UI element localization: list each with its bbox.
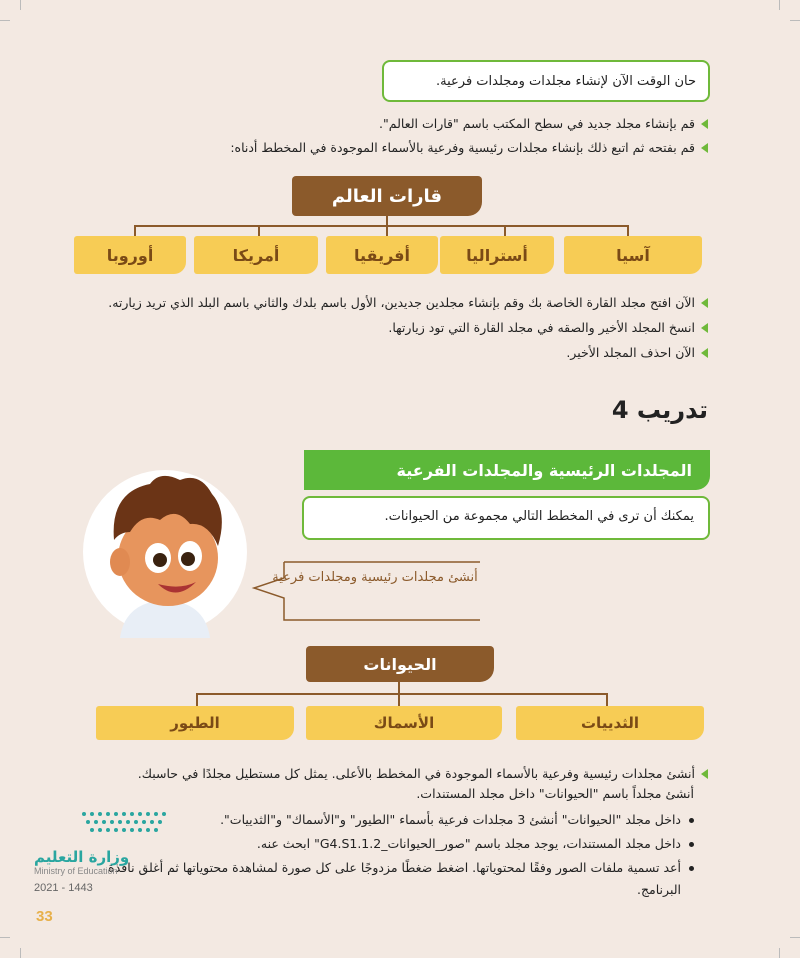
ministry-logo (34, 810, 174, 894)
instruction-item: داخل مجلد "الحيوانات" أنشئ 3 مجلدات فرعية بأسماء "الطيور" و"الأسماك" و"الثدييات". (220, 812, 694, 827)
connector-line (398, 693, 400, 707)
ministry-name-en: Ministry of Education (34, 866, 118, 876)
instruction-item: داخل مجلد المستندات، يوجد مجلد باسم "صور_الحيوانات_G4.S1.1.2" ابحث عنه. (257, 836, 694, 851)
bullet-triangle-icon (701, 348, 708, 358)
edition-year: 2021 - 1443 (34, 882, 93, 894)
diagram-root-animals: الحيوانات (306, 646, 494, 682)
connector-line (196, 693, 608, 695)
left-pupil (153, 553, 167, 567)
bullet-triangle-icon (701, 298, 708, 308)
instruction-bullet: أنشئ مجلدات رئيسية وفرعية بالأسماء الموجودة في المخطط بالأعلى. يمثل كل مستطيل مجلدًا في حاسبك. (138, 766, 708, 781)
intro-bullet: قم بفتحه ثم اتبع ذلك بإنشاء مجلدات رئيسية وفرعية بالأسماء الموجودة في المخطط أدناه: (230, 140, 708, 155)
crop-mark (0, 937, 10, 938)
bullet-triangle-icon (701, 769, 708, 779)
bullet-dot-icon (689, 866, 694, 871)
instruction-continuation: البرنامج. (637, 882, 681, 897)
leaf-birds: الطيور (96, 706, 294, 740)
boy-character-illustration (80, 462, 250, 638)
leaf-america: أمريكا (194, 236, 318, 274)
ministry-dots-logo-icon (34, 810, 174, 840)
speech-bubble-text: أنشئ مجلدات رئيسية ومجلدات فرعية (272, 570, 478, 585)
crop-mark (0, 20, 10, 21)
leaf-mammals: الثدييات (516, 706, 704, 740)
leaf-australia: أستراليا (440, 236, 554, 274)
right-pupil (181, 552, 195, 566)
bullet-triangle-icon (701, 143, 708, 153)
crop-mark (779, 948, 780, 958)
connector-line (196, 693, 198, 707)
crop-mark (779, 0, 780, 10)
instruction-line: أنشئ مجلداً باسم "الحيوانات" داخل مجلد المستندات. (416, 786, 694, 801)
diagram-root-continents: قارات العالم (292, 176, 482, 216)
step-bullet: الآن افتح مجلد القارة الخاصة بك وقم بإنشاء مجلدين جديدين، الأول باسم بلدك والثاني باسم البلد الذي تريد زيارته. (108, 295, 708, 310)
intro-box: حان الوقت الآن لإنشاء مجلدات ومجلدات فرعية. (382, 60, 710, 102)
instruction-item: أعد تسمية ملفات الصور وفقًا لمحتوياتها. اضغط ضغطًا مزدوجًا على كل صورة لمشاهدة محتوياتها ثم أغلق نافذة (108, 860, 694, 875)
connector-line (606, 693, 608, 707)
step-bullet: الآن احذف المجلد الأخير. (566, 345, 708, 360)
connector-line (134, 225, 628, 227)
bullet-dot-icon (689, 842, 694, 847)
exercise-band: المجلدات الرئيسية والمجلدات الفرعية (304, 450, 710, 490)
leaf-fish: الأسماك (306, 706, 502, 740)
crop-mark (20, 0, 21, 10)
leaf-europe: أوروبا (74, 236, 186, 274)
exercise-description: يمكنك أن ترى في المخطط التالي مجموعة من الحيوانات. (302, 496, 710, 540)
ear (110, 548, 130, 576)
page-number: 33 (36, 908, 53, 925)
bullet-dot-icon (689, 818, 694, 823)
ministry-name-ar: وزارة التعليم (34, 848, 130, 866)
crop-mark (790, 20, 800, 21)
step-bullet: انسخ المجلد الأخير والصقه في مجلد القارة التي تود زيارتها. (388, 320, 708, 335)
bullet-triangle-icon (701, 119, 708, 129)
exercise-title: تدريب 4 (611, 396, 708, 424)
bullet-triangle-icon (701, 323, 708, 333)
intro-bullet: قم بإنشاء مجلد جديد في سطح المكتب باسم "قارات العالم". (379, 116, 708, 131)
leaf-asia: آسيا (564, 236, 702, 274)
crop-mark (790, 937, 800, 938)
crop-mark (20, 948, 21, 958)
leaf-africa: أفريقيا (326, 236, 438, 274)
